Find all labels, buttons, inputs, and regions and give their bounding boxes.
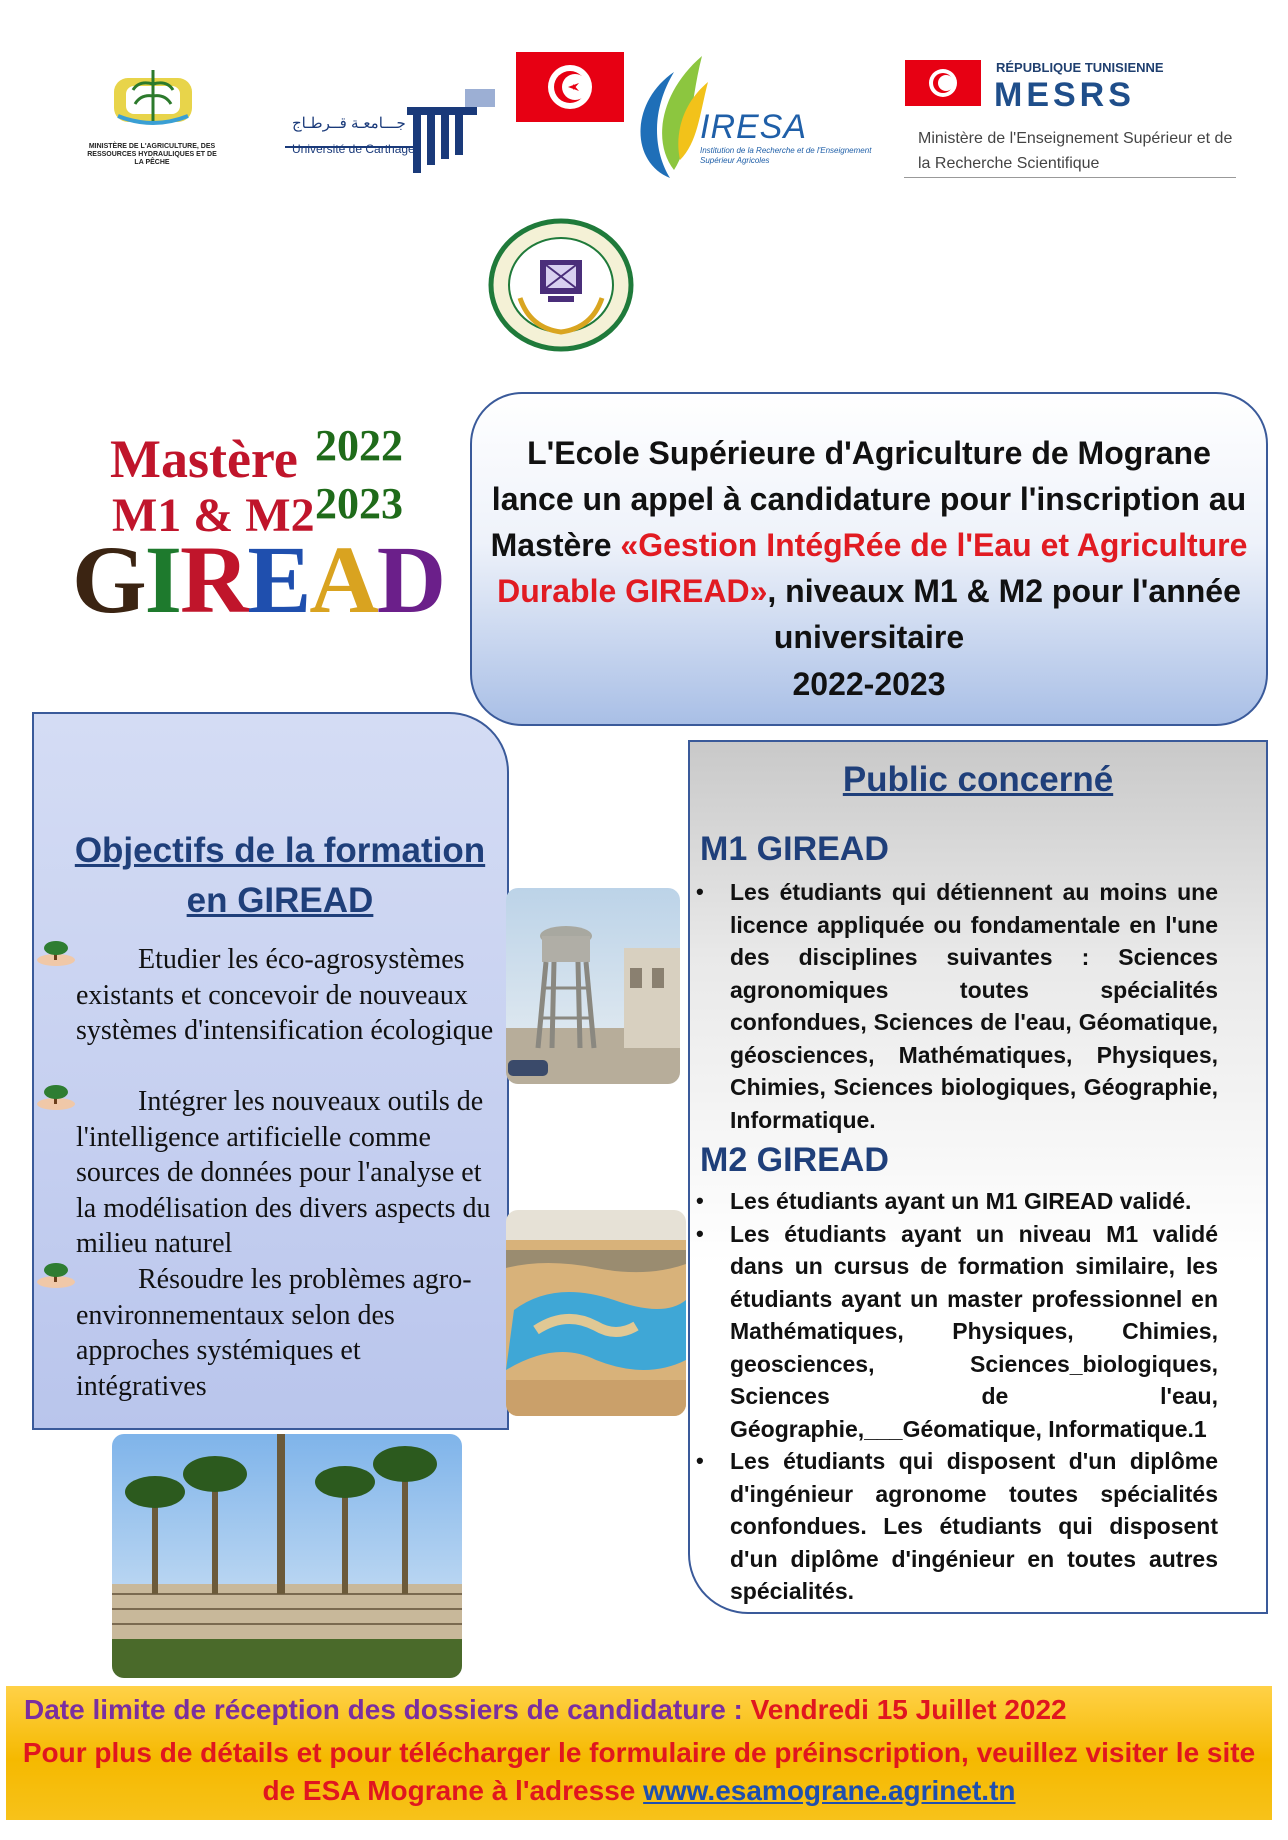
list-item: • Les étudiants ayant un M1 GIREAD validé. <box>694 1185 1218 1218</box>
m1-title: M1 GIREAD <box>700 830 889 868</box>
campus-palms-photo <box>112 1434 462 1678</box>
m1-list <box>694 876 1218 1136</box>
objective-item: Résoudre les problèmes agro-environnementaux selon des approches systémiques et intégratives <box>76 1264 472 1402</box>
public-title: Public concerné <box>842 760 1114 799</box>
mesrs-subtitle: Ministère de l'Enseignement Supérieur et de la Recherche Scientifique <box>918 130 1233 172</box>
list-item: • Les étudiants ayant un niveau M1 validé dans un cursus de formation similaire, les étudiants ayant un master professionnel en Mathématiques, Physiques, Chimies, geosciences, Sciences_biologiques, Sciences de l'eau, Géographie,___Géomatique, Informatique.1 <box>694 1218 1218 1446</box>
giread-logo <box>72 526 445 633</box>
giread-letter: E <box>247 526 310 633</box>
giread-letter: D <box>376 526 445 633</box>
carthage-arabic-name: جـــامعـة قــرطـاج <box>292 115 406 132</box>
mesrs-name: MESRS <box>994 76 1135 114</box>
mastere-word: Mastère <box>110 429 298 489</box>
ministry-caption: MINISTÈRE DE L'AGRICULTURE, DES RESSOURCES HYDRAULIQUES ET DE LA PÊCHE <box>87 143 217 166</box>
mesrs-flag-icon <box>905 60 981 106</box>
list-item: • Les étudiants qui détiennent au moins une licence appliquée ou fondamentale en l'une des disciplines suivantes : Sciences agronomiques toutes spécialités confondues, Sciences de l'eau, Géomatique, géosciences, Mathématiques, Physiques, Chimies, Sciences biologiques, Géographie, Informatique. <box>694 876 1218 1136</box>
details-text: Pour plus de détails et pour télécharger le formulaire de préinscription, veuillez visiter le site de ESA Mograne à l'adresse <box>22 1737 1256 1806</box>
ministry-logo <box>108 64 198 134</box>
m2-title: M2 GIREAD <box>700 1141 889 1179</box>
website-link[interactable]: www.esamograne.agrinet.tn <box>643 1775 1016 1806</box>
mastere-levels: M1 & M2 <box>112 489 315 542</box>
esa-mograne-seal-icon <box>488 218 634 352</box>
m2-list <box>694 1185 1218 1608</box>
ministry-emblem-icon <box>108 64 198 134</box>
giread-letter: A <box>309 526 377 633</box>
mastere-year-end: 2023 <box>315 479 403 528</box>
objectives-title: Objectifs de la formation en GIREAD <box>74 831 486 920</box>
deadline-date: Vendredi 15 Juillet 2022 <box>750 1694 1067 1725</box>
tree-icon <box>36 1084 76 1115</box>
iresa-subtitle: Institution de la Recherche et de l'Enseignement Supérieur Agricoles <box>700 146 872 165</box>
deadline-line <box>24 1694 1067 1726</box>
giread-letter: R <box>180 526 248 633</box>
announcement-highlight: «Gestion IntégRée de l'Eau et Agriculture Durable GIREAD» <box>497 527 1248 609</box>
mastere-year-start: 2022 <box>315 421 403 470</box>
announcement-intro: L'Ecole Supérieure d'Agriculture de Mograne lance un appel à candidature pour l'inscription au Mastère <box>490 435 1247 563</box>
mesrs-republic: RÉPUBLIQUE TUNISIENNE <box>996 60 1164 75</box>
iresa-leaf-icon <box>630 52 710 180</box>
announcement-levels: , niveaux M1 & M2 pour l'année universitaire <box>767 573 1241 655</box>
mesrs-divider <box>904 177 1236 178</box>
list-item: • Les étudiants qui disposent d'un diplôme d'ingénieur agronome toutes spécialités confondues. Les étudiants qui disposent d'un diplôme d'ingénieur en toutes autres spécialités. <box>694 1445 1218 1608</box>
tree-icon <box>36 1262 76 1293</box>
giread-letter: I <box>144 526 181 633</box>
carthage-french-name: Université de Carthage <box>292 142 415 156</box>
deadline-label: Date limite de réception des dossiers de candidature : <box>24 1694 751 1725</box>
announcement-year: 2022-2023 <box>792 666 946 702</box>
announcement-text <box>490 430 1248 660</box>
tunisia-flag-icon <box>516 52 624 122</box>
details-line <box>6 1734 1272 1810</box>
iresa-logo <box>630 52 710 180</box>
landscape-photo <box>506 1210 686 1416</box>
giread-letter: G <box>72 526 145 633</box>
tree-icon <box>36 940 76 971</box>
iresa-name: IRESA <box>700 108 808 146</box>
objective-item: Intégrer les nouveaux outils de l'intelligence artificielle comme sources de données pour l'analyse et la modélisation des divers aspects du milieu naturel <box>76 1086 491 1259</box>
objective-item: Etudier les éco-agrosystèmes existants et concevoir de nouveaux systèmes d'intensification écologique <box>76 944 494 1046</box>
water-tower-photo <box>506 888 680 1084</box>
